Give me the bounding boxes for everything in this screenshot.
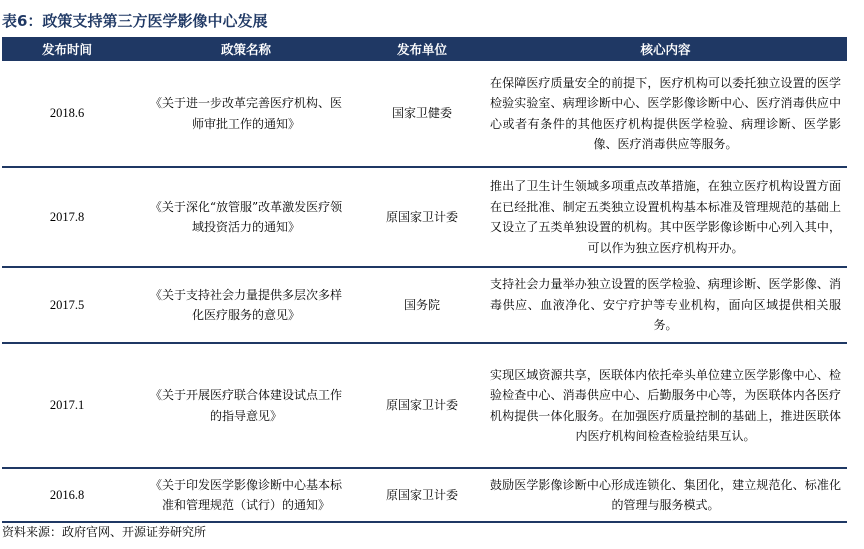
cell-policy: 《关于进一步改革完善医疗机构、医师审批工作的通知》 [132,61,360,167]
table-title: 表6：政策支持第三方医学影像中心发展 [2,12,268,30]
cell-issuer: 原国家卫计委 [360,468,484,522]
cell-content: 在保障医疗质量安全的前提下，医疗机构可以委托独立设置的医学检验实验室、病理诊断中心、医学影像诊断中心、医疗消毒供应中心或者有条件的其他医疗机构提供医学检验、病理诊断、医学影像、医疗消毒供应等服务。 [484,61,847,167]
cell-content: 鼓励医学影像诊断中心形成连锁化、集团化，建立规范化、标准化的管理与服务模式。 [484,468,847,522]
header-issuer: 发布单位 [360,37,484,61]
cell-issuer: 原国家卫计委 [360,167,484,267]
cell-content: 推出了卫生计生领域多项重点改革措施，在独立医疗机构设置方面在已经批准、制定五类独立设置机构基本标准及管理规范的基础上又设立了五类单独设置的机构。其中医学影像诊断中心列入其中，可以作为独立医疗机构开办。 [484,167,847,267]
cell-date: 2017.5 [2,267,132,343]
cell-date: 2017.1 [2,343,132,468]
cell-issuer: 原国家卫计委 [360,343,484,468]
cell-date: 2016.8 [2,468,132,522]
cell-issuer: 国家卫健委 [360,61,484,167]
header-content: 核心内容 [484,37,847,61]
cell-content: 支持社会力量举办独立设置的医学检验、病理诊断、医学影像、消毒供应、血液净化、安宁疗护等专业机构，面向区域提供相关服务。 [484,267,847,343]
table-row [2,167,847,267]
table-row [2,61,847,167]
header-date: 发布时间 [2,37,132,61]
cell-date: 2018.6 [2,61,132,167]
cell-policy: 《关于支持社会力量提供多层次多样化医疗服务的意见》 [132,267,360,343]
policy-table [2,37,847,523]
cell-policy: 《关于深化“放管服”改革激发医疗领域投资活力的通知》 [132,167,360,267]
cell-policy: 《关于开展医疗联合体建设试点工作的指导意见》 [132,343,360,468]
cell-date: 2017.8 [2,167,132,267]
source-note: 资料来源：政府官网、开源证券研究所 [2,525,207,539]
header-policy: 政策名称 [132,37,360,61]
table-header-row [2,37,847,61]
table-row [2,343,847,468]
cell-content: 实现区域资源共享，医联体内依托牵头单位建立医学影像中心、检验检查中心、消毒供应中心、后勤服务中心等，为医联体内各医疗机构提供一体化服务。在加强医疗质量控制的基础上，推进医联体内医疗机构间检查检验结果互认。 [484,343,847,468]
table-row [2,267,847,343]
cell-policy: 《关于印发医学影像诊断中心基本标准和管理规范（试行）的通知》 [132,468,360,522]
cell-issuer: 国务院 [360,267,484,343]
table-row [2,468,847,522]
